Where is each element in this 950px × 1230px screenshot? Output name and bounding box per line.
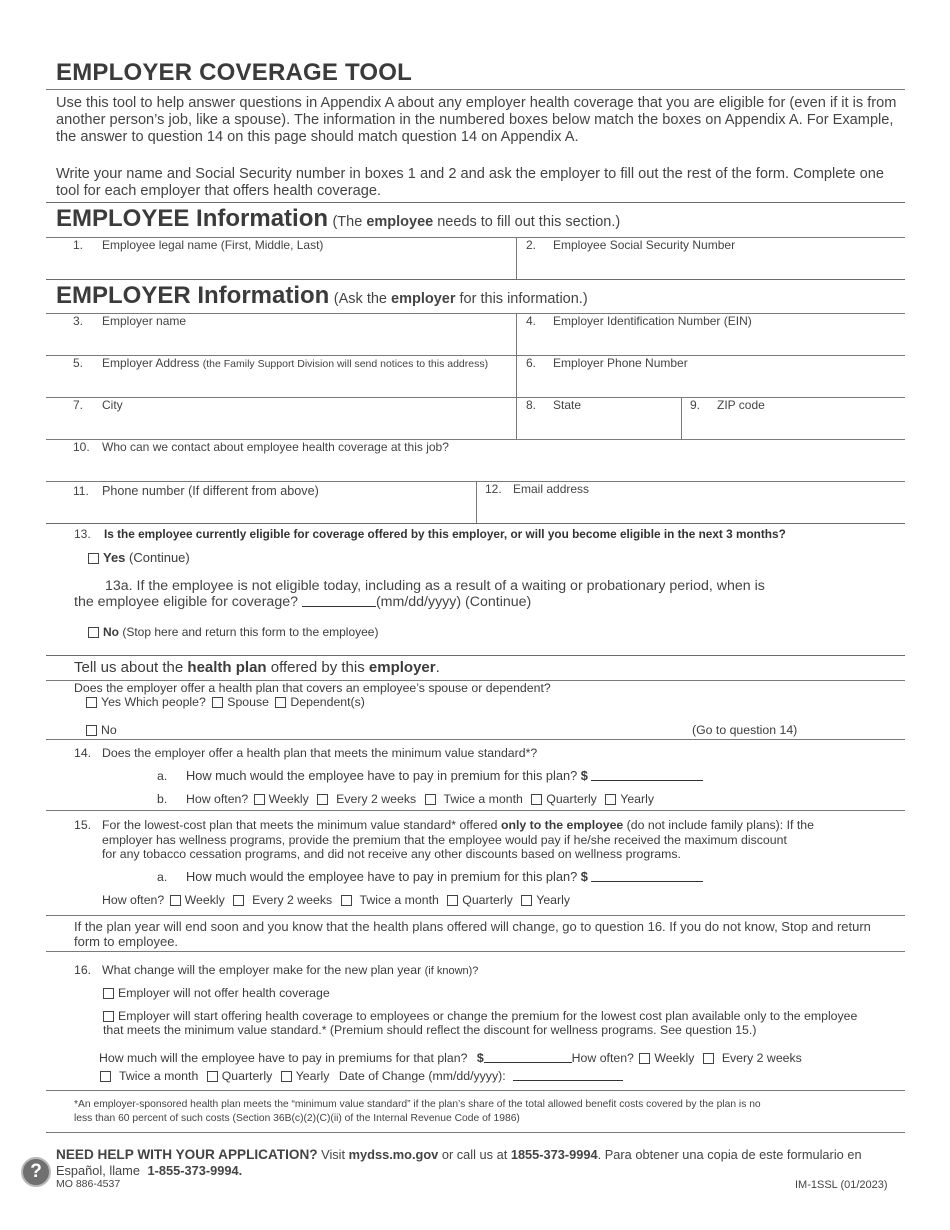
q16-option-no-coverage <box>103 986 330 1000</box>
divider <box>46 1090 905 1091</box>
q13-no-checkbox[interactable] <box>88 627 99 638</box>
q16-premium-question: How much will the employee have to pay in premiums for that plan? <box>99 1051 468 1065</box>
option-label: Twice a month <box>119 1069 199 1083</box>
divider <box>46 655 905 656</box>
field-number: 12. <box>485 482 502 496</box>
sub-letter: b. <box>157 792 168 806</box>
note-bold: employer <box>391 291 456 307</box>
field-label: Phone number (If different from above) <box>102 484 319 498</box>
option-note: (Continue) <box>129 550 190 565</box>
question-15-text <box>102 818 902 862</box>
q16-text-small: (if known)? <box>424 965 479 977</box>
footnote <box>74 1098 761 1126</box>
question-number: 14. <box>74 746 92 760</box>
divider <box>46 1132 905 1133</box>
twice-a-month-checkbox[interactable] <box>100 1071 111 1082</box>
weekly-checkbox[interactable] <box>639 1053 650 1064</box>
q15-line3: for any tobacco cessation programs, and did not receive any other discounts based on wellness programs. <box>102 847 681 861</box>
option-label: Spouse <box>227 695 269 709</box>
field-number: 3. <box>73 314 84 328</box>
option-label: Dependent(s) <box>290 695 365 709</box>
question-16-text <box>102 963 478 977</box>
date-of-change-input[interactable] <box>513 1068 623 1081</box>
note-text: (Ask the <box>333 291 392 307</box>
employee-section-heading <box>56 205 620 233</box>
page-title: EMPLOYER COVERAGE TOOL <box>56 59 412 86</box>
help-heading: NEED HELP WITH YOUR APPLICATION? <box>56 1147 318 1162</box>
state-field[interactable] <box>517 398 681 439</box>
help-icon: ? <box>21 1157 51 1187</box>
heading-text: . <box>435 659 440 676</box>
option-label: Quarterly <box>221 1069 273 1083</box>
how-often-label: How often? <box>571 1051 634 1065</box>
q16-text: What change will the employer make for the new plan year <box>102 963 422 977</box>
question-13-text: Is the employee currently eligible for coverage offered by this employer, or will you become eligible in the next 3 months? <box>104 527 786 541</box>
q15a-text: How much would the employee have to pay in premium for this plan? <box>186 869 578 884</box>
field-label: Employer Identification Number (EIN) <box>553 314 752 328</box>
field-number: 5. <box>73 356 84 370</box>
go-to-question-14-note: (Go to question 14) <box>692 723 798 737</box>
option-label: Employer will start offering health coverage to employees or change the premium for the lowest cost plan available only to the employee <box>118 1009 858 1023</box>
q15a-row <box>186 869 703 884</box>
q15a-premium-input[interactable] <box>591 869 703 882</box>
q16-premium-input[interactable] <box>484 1050 572 1063</box>
quarterly-checkbox[interactable] <box>207 1071 218 1082</box>
heading-bold: health plan <box>187 659 267 676</box>
phone-number: 1855-373-9994 <box>510 1147 598 1162</box>
q16-opt2-line1 <box>103 1009 903 1023</box>
q15-text: (do not include family plans): If the <box>623 818 814 832</box>
dependents-checkbox[interactable] <box>275 697 286 708</box>
q13a-line2-post: (mm/dd/yyyy) (Continue) <box>375 594 532 610</box>
employee-heading-text: EMPLOYEE Information <box>56 205 329 232</box>
option-label: Quarterly <box>546 792 597 806</box>
footer-help-line1 <box>56 1147 862 1162</box>
field-number: 1. <box>73 238 84 252</box>
employer-heading-text: EMPLOYER Information <box>56 282 330 309</box>
option-label: No <box>101 723 117 737</box>
note-bold: employee <box>366 214 434 230</box>
q15-frequency-row <box>102 893 570 907</box>
date-of-change-label: Date of Change (mm/dd/yyyy): <box>338 1069 506 1083</box>
dependent-coverage-question: Does the employer offer a health plan that covers an employee’s spouse or dependent? <box>74 681 551 695</box>
every-2-weeks-checkbox[interactable] <box>317 794 328 805</box>
contact-phone-field[interactable] <box>46 482 476 523</box>
dollar-sign: $ <box>580 869 588 884</box>
q15-line2: employer has wellness programs, provide the premium that the employee would pay if he/she received the maximum discount <box>102 832 787 847</box>
q16-opt2-line2: that meets the minimum value standard.* (Premium should reflect the discount for wellness programs. See question 15.) <box>103 1023 757 1037</box>
twice-a-month-checkbox[interactable] <box>425 794 436 805</box>
dollar-sign: $ <box>476 1051 484 1065</box>
contact-person-field[interactable] <box>46 440 905 481</box>
note-text: needs to fill out this section.) <box>433 214 621 230</box>
field-label: City <box>102 398 123 412</box>
option-label: Weekly <box>268 792 309 806</box>
form-id: MO 886-4537 <box>56 1178 121 1190</box>
sub-letter: a. <box>157 870 168 884</box>
how-often-label: How often? <box>102 893 165 907</box>
city-field[interactable] <box>46 398 516 439</box>
q13a-line1: 13a. If the employee is not eligible today, including as a result of a waiting or probationary period, when is <box>105 578 765 594</box>
field-number: 9. <box>690 398 701 412</box>
intro-paragraph-1: Use this tool to help answer questions in Appendix A about any employer health coverage that you are eligible for (even if it is from another person’s job, like a spouse). The information in the numbered boxes below match the boxes on Appendix A. For Example, the answer to question 14 on this page should match question 14 on Appendix A. <box>56 95 897 145</box>
form-code: IM-1SSL (01/2023) <box>795 1179 888 1191</box>
field-number: 11. <box>73 484 89 498</box>
option-label: Twice a month <box>359 893 439 907</box>
dep-yes-checkbox[interactable] <box>86 697 97 708</box>
contact-email-field[interactable] <box>477 482 905 523</box>
divider <box>46 915 905 916</box>
q14a-text: How much would the employee have to pay in premium for this plan? <box>186 768 578 783</box>
option-note: (Stop here and return this form to the employee) <box>122 625 379 639</box>
q14a-row <box>186 768 703 783</box>
divider <box>46 279 905 280</box>
q16-premium-row <box>99 1050 802 1065</box>
divider <box>46 523 905 524</box>
option-label: Twice a month <box>443 792 523 806</box>
field-number: 4. <box>526 314 537 328</box>
employer-ein-field[interactable] <box>517 314 905 355</box>
employer-name-field[interactable] <box>46 314 516 355</box>
field-label: Employee Social Security Number <box>553 238 736 252</box>
field-label <box>102 356 488 370</box>
employee-heading-note <box>332 214 620 230</box>
weekly-checkbox[interactable] <box>170 895 181 906</box>
option-label: Employer will not offer health coverage <box>118 986 330 1000</box>
field-label: Email address <box>513 482 590 496</box>
health-plan-heading <box>74 659 440 676</box>
q13-no-option <box>88 625 378 639</box>
field-number: 8. <box>526 398 537 412</box>
field-number: 7. <box>73 398 84 412</box>
intro-paragraph-2: Write your name and Social Security number in boxes 1 and 2 and ask the employer to fill out the rest of the form. Complete one tool for each employer that offers health coverage. <box>56 166 884 199</box>
question-number: 16. <box>74 963 92 977</box>
footer-text: or call us at <box>441 1147 508 1162</box>
employer-heading-note <box>334 291 588 307</box>
heading-bold: employer <box>368 659 436 676</box>
dollar-sign: $ <box>580 768 588 783</box>
quarterly-checkbox[interactable] <box>447 895 458 906</box>
q16-option-start-coverage <box>103 1009 903 1037</box>
twice-a-month-checkbox[interactable] <box>341 895 352 906</box>
website-link[interactable]: mydss.mo.gov <box>348 1147 439 1162</box>
question-number: 15. <box>74 818 92 832</box>
q14a-premium-input[interactable] <box>591 768 703 781</box>
question-14-text: Does the employer offer a health plan that meets the minimum value standard*? <box>102 746 538 760</box>
divider <box>46 202 905 203</box>
weekly-checkbox[interactable] <box>254 794 265 805</box>
employer-phone-field[interactable] <box>517 356 905 397</box>
divider <box>46 951 905 952</box>
heading-text: offered by this <box>266 659 369 676</box>
heading-text: Tell us about the <box>74 659 188 676</box>
no-coverage-checkbox[interactable] <box>103 988 114 999</box>
field-label: State <box>553 398 582 412</box>
field-label: Employer name <box>102 314 187 328</box>
q13-yes-option <box>88 550 190 565</box>
field-number: 6. <box>526 356 537 370</box>
option-label: Yes <box>103 550 126 565</box>
dependent-coverage-yes-row <box>86 695 365 709</box>
footer-help-line2 <box>56 1163 242 1178</box>
footer-text: . Para obtener una copia de este formulario en <box>597 1147 862 1162</box>
option-label: Every 2 weeks <box>721 1051 802 1065</box>
field-number: 10. <box>73 440 90 454</box>
option-label: Weekly <box>654 1051 695 1065</box>
dep-no-checkbox[interactable] <box>86 725 97 736</box>
divider <box>46 739 905 740</box>
spanish-phone-number: 1-855-373-9994. <box>147 1163 243 1178</box>
sub-letter: a. <box>157 769 168 783</box>
q15-text-bold: only to the employee <box>500 818 624 832</box>
spouse-checkbox[interactable] <box>212 697 223 708</box>
q13a-line2 <box>74 594 904 610</box>
field-label-sub: (the Family Support Division will send notices to this address) <box>202 358 489 370</box>
employer-section-heading <box>56 282 588 310</box>
q15-line1 <box>102 818 902 833</box>
start-coverage-checkbox[interactable] <box>103 1011 114 1022</box>
field-label: Employer Phone Number <box>553 356 688 370</box>
option-label: Quarterly <box>462 893 513 907</box>
footnote-line2: less than 60 percent of such costs (Section 36B(c)(2)(C)(ii) of the Internal Revenue Code of 1986) <box>74 1113 520 1124</box>
every-2-weeks-checkbox[interactable] <box>703 1053 714 1064</box>
option-label: Weekly <box>184 893 225 907</box>
note-text: (The <box>332 214 367 230</box>
field-label: Who can we contact about employee health coverage at this job? <box>102 440 449 454</box>
yearly-checkbox[interactable] <box>521 895 532 906</box>
option-label: Every 2 weeks <box>252 893 333 907</box>
q13a-line2-pre: the employee eligible for coverage? <box>74 594 298 610</box>
q13a-text <box>74 578 904 610</box>
field-number: 2. <box>526 238 537 252</box>
yearly-checkbox[interactable] <box>605 794 616 805</box>
employer-address-field[interactable] <box>46 356 516 397</box>
q14b-frequency-row <box>186 792 654 806</box>
how-often-label: How often? <box>186 792 249 806</box>
quarterly-checkbox[interactable] <box>531 794 542 805</box>
q13-yes-checkbox[interactable] <box>88 553 99 564</box>
zip-field[interactable] <box>682 398 905 439</box>
footnote-line1: *An employer-sponsored health plan meets the “minimum value standard” if the plan’s share of the total allowed benefit costs covered by the plan is no <box>74 1099 761 1110</box>
question-number: 13. <box>74 527 91 541</box>
q15-text: For the lowest-cost plan that meets the minimum value standard* offered <box>102 818 501 832</box>
q13a-date-input[interactable] <box>302 594 376 607</box>
option-label: Every 2 weeks <box>336 792 417 806</box>
divider <box>46 89 905 90</box>
option-label: No <box>103 625 119 639</box>
option-label: Yes Which people? <box>101 695 206 709</box>
q16-frequency-row-2 <box>100 1068 623 1083</box>
dependent-coverage-no-row <box>86 723 117 737</box>
every-2-weeks-checkbox[interactable] <box>233 895 244 906</box>
employee-name-field[interactable] <box>46 238 516 279</box>
option-label: Yearly <box>620 792 654 806</box>
field-label-main: Employer Address <box>102 356 200 370</box>
option-label: Yearly <box>536 893 570 907</box>
plan-year-note: If the plan year will end soon and you know that the health plans offered will change, go to question 16. If you do not know, Stop and return form to employee. <box>74 919 871 949</box>
footer-text: Español, llame <box>56 1163 140 1178</box>
employee-ssn-field[interactable] <box>517 238 905 279</box>
option-label: Yearly <box>295 1069 330 1083</box>
divider <box>46 810 905 811</box>
field-label: ZIP code <box>717 398 765 412</box>
note-text: for this information.) <box>455 291 588 307</box>
yearly-checkbox[interactable] <box>281 1071 292 1082</box>
footer-text: Visit <box>321 1147 346 1162</box>
field-label: Employee legal name (First, Middle, Last) <box>102 238 324 252</box>
